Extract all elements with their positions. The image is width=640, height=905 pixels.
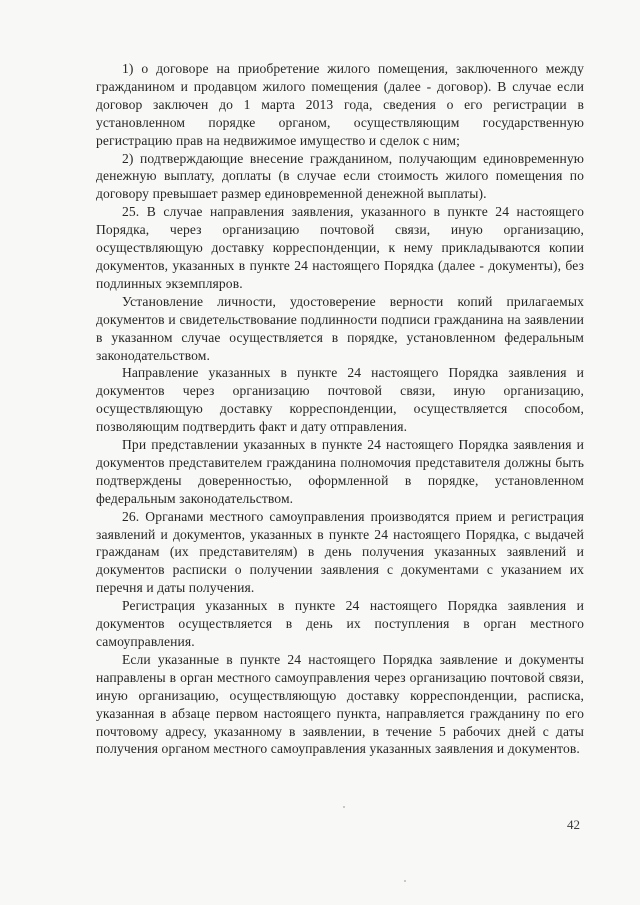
document-body — [96, 60, 584, 758]
paragraph-5: Направление указанных в пункте 24 настоящего Порядка заявления и документов через организацию почтовой связи, иную организацию, осуществляющую доставку корреспонденции, осуществляется способом, позволяющим подтвердить факт и дату отправления. — [96, 365, 584, 435]
paragraph-1: 1) о договоре на приобретение жилого помещения, заключенного между гражданином и продавцом жилого помещения (далее - договор). В случае если договор заключен до 1 марта 2013 года, сведения о его регистрации в установленном порядке органом, осуществляющим государственную регистрацию прав на недвижимое имущество и сделок с ним; — [96, 61, 584, 148]
paragraph-2: 2) подтверждающие внесение гражданином, получающим единовременную денежную выплату, доплаты (в случае если стоимость жилого помещения по договору превышает размер единовременной денежной выплаты). — [96, 150, 584, 202]
page-number: 42 — [567, 817, 580, 832]
paragraph-3: 25. В случае направления заявления, указанного в пункте 24 настоящего Порядка, через организацию почтовой связи, иную организацию, осуществляющую доставку корреспонденции, к нему прикладываются копии документов, указанных в пункте 24 настоящего Порядка (далее - документы), без подлинных экземпляров. — [96, 204, 584, 291]
scan-speck — [343, 806, 345, 808]
paragraph-6: При представлении указанных в пункте 24 настоящего Порядка заявления и документов представителем гражданина полномочия представителя должны быть подтверждены доверенностью, оформленной в порядке, установленном федеральным законодательством. — [96, 437, 584, 506]
paragraph-9: Если указанные в пункте 24 настоящего Порядка заявление и документы направлены в орган местного самоуправления через организацию почтовой связи, иную организацию, осуществляющую доставку корреспонденции, расписка, указанная в абзаце первом настоящего пункта, направляется гражданину по его почтовому адресу, указанному в заявлении, в течение 5 рабочих дней с даты получения органом местного самоуправления указанных заявления и документов. — [96, 651, 584, 757]
scan-speck — [404, 880, 406, 882]
paragraph-4: Установление личности, удостоверение верности копий прилагаемых документов и свидетельствование подлинности подписи гражданина на заявлении в указанном случае осуществляется в порядке, установленном федеральным законодательством. — [96, 293, 584, 363]
paragraph-7: 26. Органами местного самоуправления производятся прием и регистрация заявлений и документов, указанных в пункте 24 настоящего Порядка, с выдачей гражданам (их представителям) в день получения указанных заявлений и документов расписки о получении заявления с документами с указанием их перечня и даты получения. — [96, 508, 584, 596]
paragraph-8: Регистрация указанных в пункте 24 настоящего Порядка заявления и документов осуществляется в день их поступления в орган местного самоуправления. — [96, 598, 584, 649]
